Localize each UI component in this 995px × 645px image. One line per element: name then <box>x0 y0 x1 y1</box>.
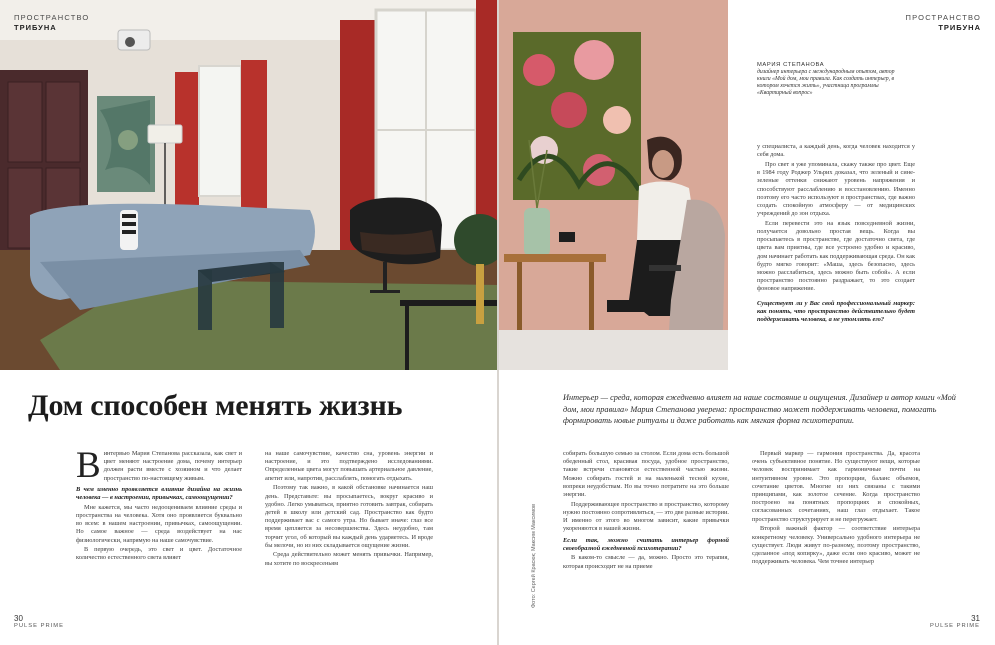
author-bio <box>757 62 897 97</box>
paragraph: Среда действительно может менять привычки. Например, вы хотите по воскресеньям <box>265 551 433 567</box>
magazine-brand: PULSE PRIME <box>930 623 980 629</box>
rubric-label: ТРИБУНА <box>938 23 981 32</box>
paragraph: Про свет я уже упоминала, скажу также про цвет. Еще в 1984 году Роджер Ульрих доказал, что зеленый и сине-зеленые оттенки снижают уровень напряжения и способствуют расслаблению и восстановлению. Именно поэтому его часто используют в пространствах, где важно создать спокойную атмосферу — от медицинских учреждений до зон отдыха. <box>757 160 915 218</box>
paragraph: у специалиста, а каждый день, когда человек находится у себя дома. <box>757 143 915 159</box>
portrait-photo <box>499 0 728 370</box>
intro-text: интервью Мария Степанова рассказала, как свет и цвет меняют настроение дома, почему интерьер должен расти вместе с хозяином и что делает пространство по-настоящему живым. <box>103 450 242 482</box>
bio-text: дизайнер интерьера с международным опытом, автор книги «Мой дом, мои правила. Как создать интерьер, в котором хочется жить», участница программы «Квартирный вопрос» <box>757 69 895 96</box>
interview-question: В чем именно проявляется влияние дизайна на жизнь человека — в настроении, привычках, самоощущении? <box>76 485 242 502</box>
paragraph: Если перевести это на язык повседневной жизни, получается довольно простая вещь. Когда вы просыпаетесь в пространстве, где достаточно света, где цвета вам приятны, где все устроено удобно и красиво, дом начинает работать как поддерживающая среда. Он как будто мягко говорит: «Маша, здесь безопасно, здесь можно расслабиться, здесь можно быть собой». А если пространство постоянно раздражает, то это создает фоновое напряжение. <box>757 219 915 293</box>
interview-question: Если так, можно считать интерьер формой своеобразной ежедневной психотерапии? <box>563 536 729 552</box>
text-column-3 <box>563 450 729 572</box>
section-label: ПРОСТРАНСТВО <box>14 13 90 22</box>
living-room-illustration <box>0 0 499 370</box>
footer-left <box>14 614 64 629</box>
paragraph: Первый маркер — гармония пространства. Да, красота очень субъективное понятие. Но существуют вещи, которые человек воспринимает как гармоничные почти на интуитивном уровне. Это пропорции, баланс объемов, сочетание цветов. Многие из них связаны с такими принципами, как золотое сечение. Когда пространство построено на понятных пропорциях и спокойных, согласованных сочетаниях, наш глаз отдыхает. Такое пространство структурирует и не перегружает. <box>752 450 920 523</box>
text-column-4 <box>752 450 920 568</box>
paragraph: В каком-то смысле — да, можно. Просто это терапия, которая происходит не на приеме <box>563 554 729 570</box>
paragraph: Поэтому так важно, в какой обстановке начинается наш день. Представьте: вы просыпаетесь, вокруг красиво и удобно. Легко умываться, приятно готовить завтрак, собирать детей в школу или детский сад. Пространство как будто поддерживает вас с самого утра. Но бывает иначе: глаз все время цепляется за несовершенства. Здесь неудобно, там торчит угол, об который вы каждый день ударяетесь. И вроде бы мелочи, но из них складывается ощущение жизни. <box>265 484 433 549</box>
paragraph: Поддерживающее пространство и пространство, которому нужно постоянно сопротивляться, — это две разные истории. И именно от этого во многом зависит, какие привычки укореняются в нашей жизни. <box>563 500 729 533</box>
portrait-illustration <box>499 0 728 370</box>
section-header-right <box>905 13 981 33</box>
section-label: ПРОСТРАНСТВО <box>905 13 981 22</box>
page-number: 31 <box>971 614 980 623</box>
article-title: Дом способен менять жизнь <box>28 389 403 422</box>
article-lead: Интерьер — среда, которая ежедневно влияет на наше состояние и ощущения. Дизайнер и автор книги «Мой дом, мои правила» Мария Степанова уверена: пространство может поддерживать человека, помогать формировать новые ритуалы и даже работать как мягкая форма психотерапии. <box>563 393 956 426</box>
footer-right <box>930 614 980 629</box>
paragraph: Мне кажется, мы часто недооцениваем влияние среды и пространства на человека. Хотя оно проявляется буквально во всем: в нашем настроении, привычках, самоощущении. Но самое важное — среда воздействует на нас физиологически, напрямую на наше самочувствие. <box>76 503 242 544</box>
text-column-2 <box>265 450 433 569</box>
photo-credit: Фото: Сергей Красюк; Максим Максимов <box>531 503 537 608</box>
drop-cap: В <box>76 445 101 486</box>
paragraph: В первую очередь, это свет и цвет. Достаточное количество естественного света влияет <box>76 546 242 562</box>
rubric-label: ТРИБУНА <box>14 23 57 32</box>
paragraph: на наше самочувствие, качество сна, уровень энергии и настроение, и это подтверждено исследованиями. Определенные цвета могут повышать артериальное давление, апетит или, напротив, расслаблять, помогать отдыхать. <box>265 450 433 482</box>
interview-question: Существует ли у Вас свой профессиональный маркер: как понять, что пространство действительно будет поддерживать человека, а не утомлять его? <box>757 299 915 324</box>
paragraph: собирать большую семью за столом. Если дома есть большой обеденный стол, красивая посуда, удобное пространство, такие встречи становятся естественной частью жизни. Можно собирать гостей и на маленькой тесной кухне, вопреки неудобствам. Но вы точно потратите на это больше энергии. <box>563 450 729 499</box>
text-column-upper-right <box>757 143 915 326</box>
text-column-1 <box>76 445 242 564</box>
intro-paragraph <box>76 445 242 486</box>
bio-name: МАРИЯ СТЕПАНОВА <box>757 62 825 68</box>
section-header-left <box>14 13 89 33</box>
living-room-photo <box>0 0 499 370</box>
page-number: 30 <box>14 614 23 623</box>
paragraph: Второй важный фактор — соответствие интерьера конкретному человеку. Универсально удобного интерьера не существует. Люди живут по-разному, поэтому пространство, сделанное «под копирку», даже если оно красиво, может не поддерживать человека. Чем точнее интерьер <box>752 525 920 566</box>
magazine-brand: PULSE PRIME <box>14 623 64 629</box>
